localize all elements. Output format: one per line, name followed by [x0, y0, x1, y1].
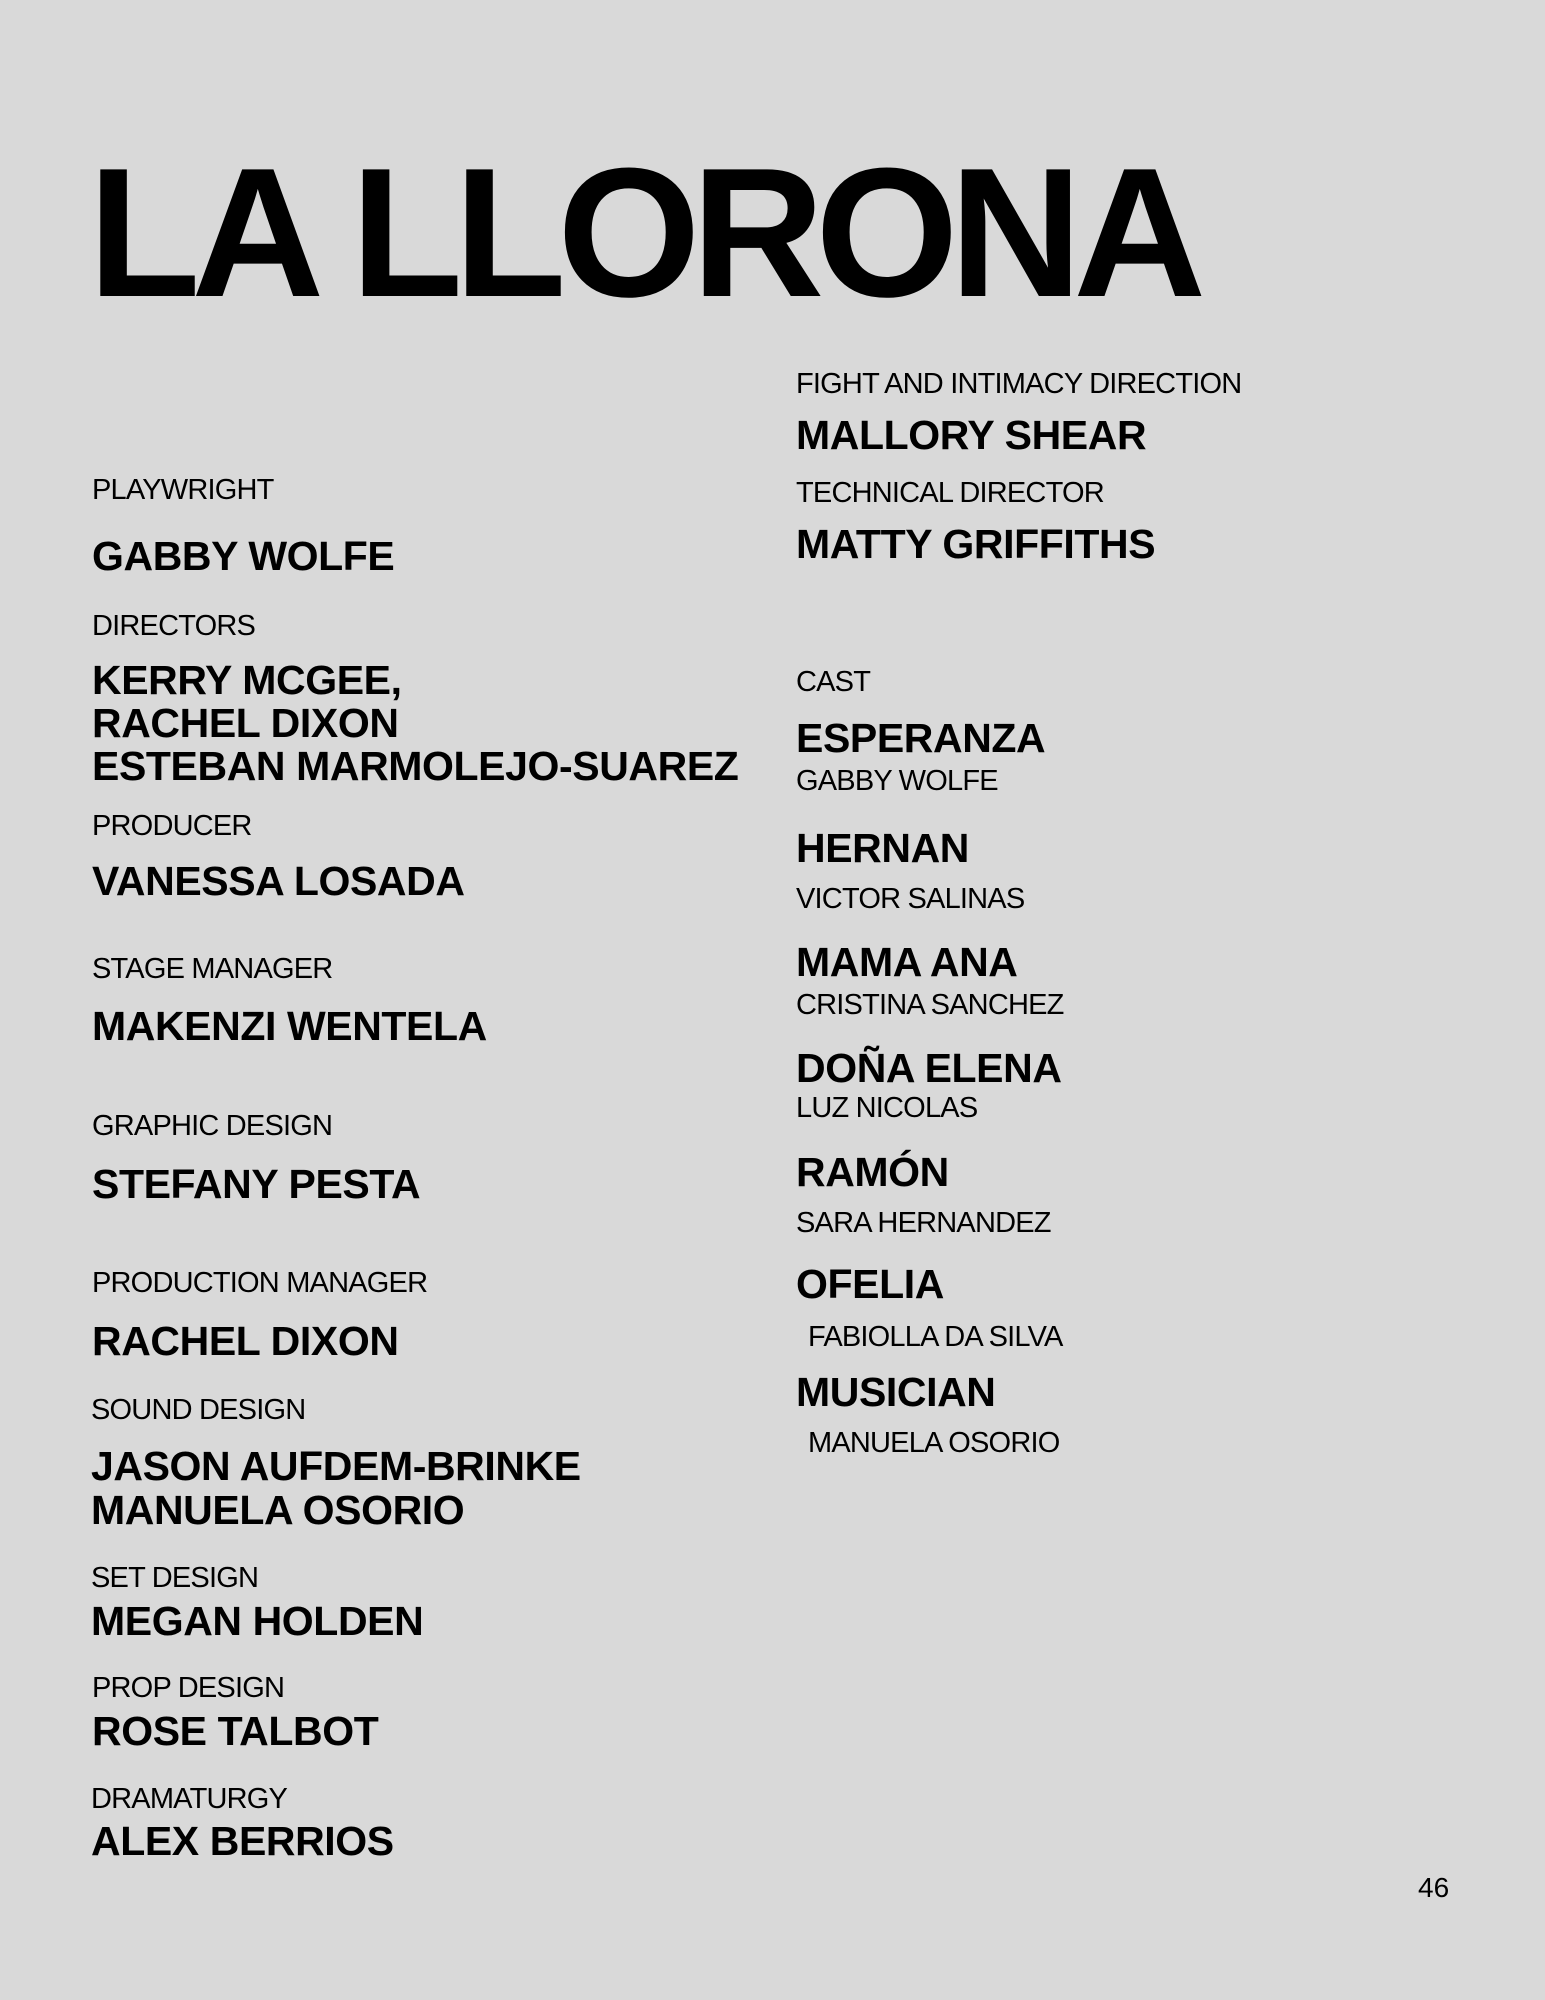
technical-director-name: MATTY GRIFFITHS [796, 521, 1156, 567]
playwright-name: GABBY WOLFE [92, 533, 395, 579]
cast-actor: SARA HERNANDEZ [796, 1207, 1051, 1239]
graphic-design-label: GRAPHIC DESIGN [92, 1110, 333, 1142]
production-manager-name: RACHEL DIXON [92, 1318, 399, 1364]
cast-actor: LUZ NICOLAS [796, 1092, 978, 1124]
directors-label: DIRECTORS [92, 610, 256, 642]
cast-actor: VICTOR SALINAS [796, 883, 1025, 915]
cast-role: OFELIA [796, 1261, 944, 1307]
sound-design-name-1: JASON AUFDEM-BRINKE [91, 1443, 581, 1489]
cast-label: CAST [796, 666, 871, 698]
fight-intimacy-label: FIGHT AND INTIMACY DIRECTION [796, 368, 1242, 400]
directors-name-3: ESTEBAN MARMOLEJO-SUAREZ [92, 743, 739, 789]
dramaturgy-label: DRAMATURGY [91, 1783, 288, 1815]
fight-intimacy-name: MALLORY SHEAR [796, 412, 1147, 458]
technical-director-label: TECHNICAL DIRECTOR [796, 477, 1104, 509]
sound-design-name-2: MANUELA OSORIO [91, 1487, 465, 1533]
prop-design-name: ROSE TALBOT [92, 1708, 379, 1754]
cast-actor: FABIOLLA DA SILVA [808, 1321, 1063, 1353]
cast-role: HERNAN [796, 825, 969, 871]
page-number: 46 [1418, 1872, 1450, 1903]
dramaturgy-name: ALEX BERRIOS [91, 1818, 394, 1864]
cast-actor: CRISTINA SANCHEZ [796, 989, 1064, 1021]
directors-name-2: RACHEL DIXON [92, 700, 399, 746]
production-manager-label: PRODUCTION MANAGER [92, 1267, 428, 1299]
stage-manager-name: MAKENZI WENTELA [92, 1003, 487, 1049]
page-title: LA LLORONA [88, 129, 1198, 335]
cast-role: MUSICIAN [796, 1369, 996, 1415]
set-design-label: SET DESIGN [91, 1562, 259, 1594]
producer-name: VANESSA LOSADA [92, 858, 465, 904]
sound-design-label: SOUND DESIGN [91, 1394, 306, 1426]
cast-role: MAMA ANA [796, 939, 1018, 985]
graphic-design-name: STEFANY PESTA [92, 1161, 421, 1207]
stage-manager-label: STAGE MANAGER [92, 953, 333, 985]
cast-actor: MANUELA OSORIO [808, 1427, 1060, 1459]
cast-role: ESPERANZA [796, 715, 1046, 761]
directors-name-1: KERRY MCGEE, [92, 657, 402, 703]
cast-actor: GABBY WOLFE [796, 765, 998, 797]
playwright-label: PLAYWRIGHT [92, 474, 274, 506]
set-design-name: MEGAN HOLDEN [91, 1598, 424, 1644]
producer-label: PRODUCER [92, 810, 252, 842]
cast-role: DOÑA ELENA [796, 1045, 1062, 1091]
cast-role: RAMÓN [796, 1149, 949, 1195]
prop-design-label: PROP DESIGN [92, 1672, 285, 1704]
